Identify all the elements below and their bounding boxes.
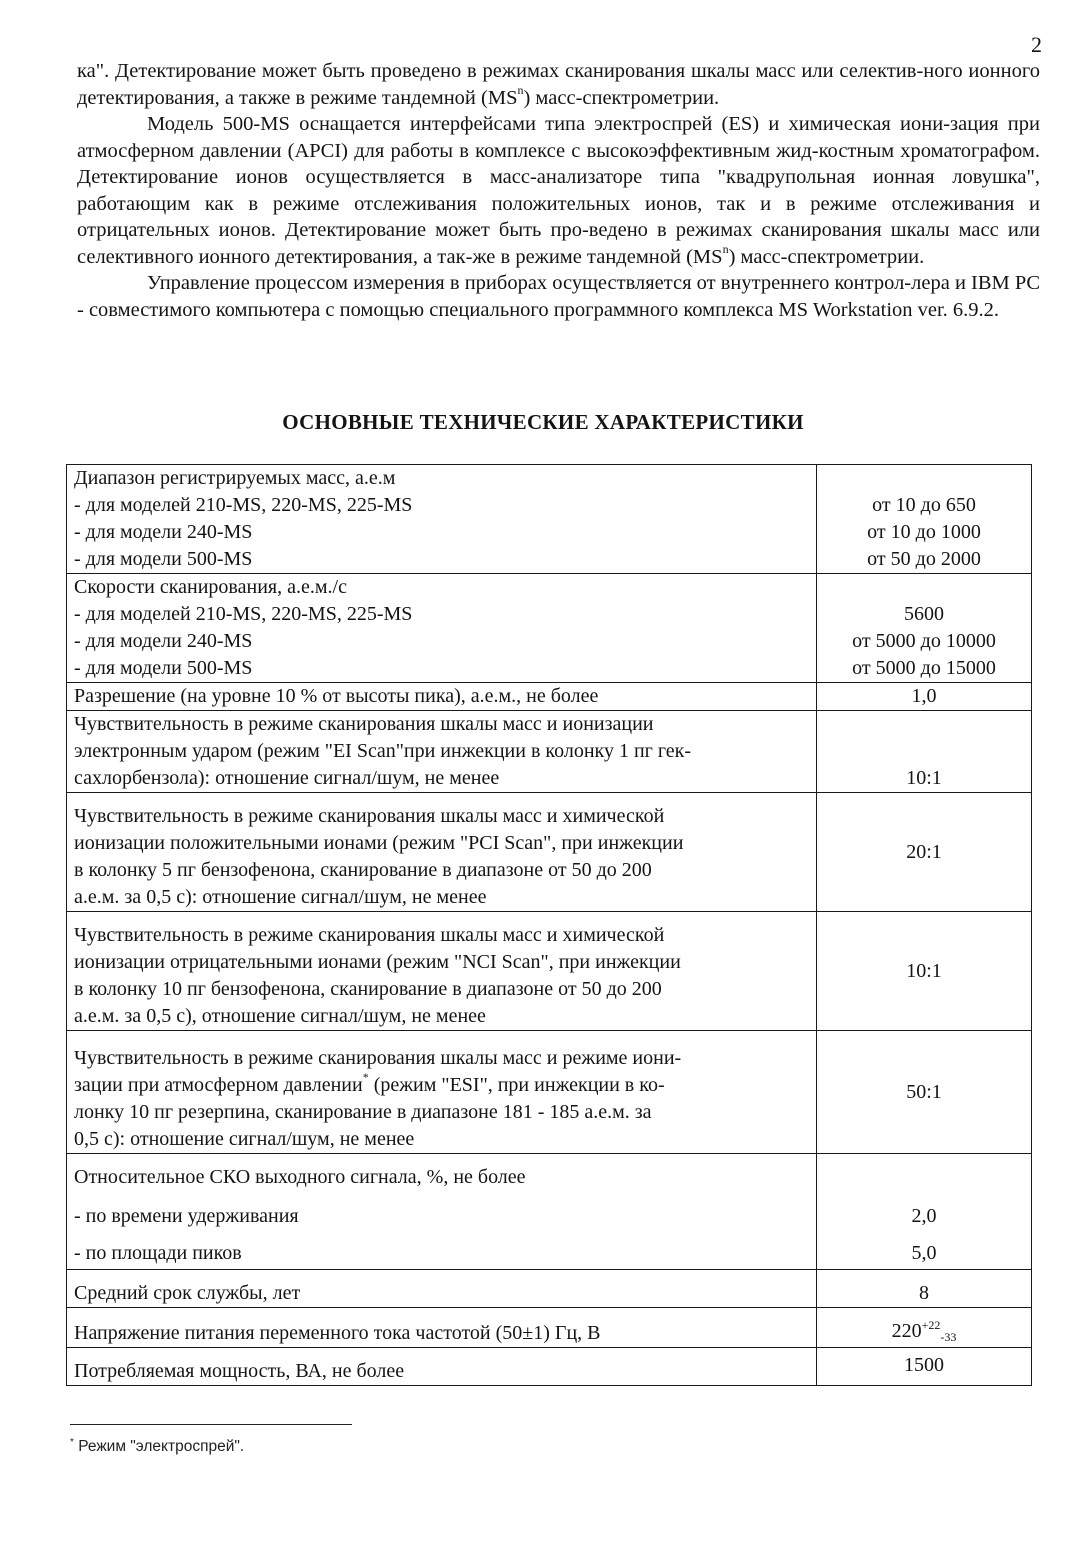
value-text: 1,0 [911,685,937,707]
intro-p2-tail: ) масс-спектрометрии. [728,245,925,268]
param-line-part: (режим "ESI", при инжекции в ко- [368,1074,665,1096]
value-cell [817,793,1032,912]
intro-p1-text: ка". Детектирование может быть проведено в режимах сканирования шкалы масс или селектив-ного ионного детектирования, а также в режиме тандемной (MS [77,60,1040,109]
table-row-power [67,1348,1032,1386]
param-line: Чувствительность в режиме сканирования шкалы масс и режиме иони- [74,1047,682,1069]
value-cell [817,1308,1032,1348]
table-row-sensitivity-ei [67,711,1032,793]
table-row-scan-speed [67,574,1032,683]
voltage-value [821,1318,1027,1347]
table-row-sensitivity-esi [67,1031,1032,1154]
param-cell [67,1270,817,1308]
intro-text [77,58,1040,323]
superscript-n: n [722,241,729,256]
value-text: 5,0 [911,1242,937,1264]
table-row-resolution [67,683,1032,711]
param-cell [67,793,817,912]
param-line-part: зации при атмосферном давлении [74,1074,363,1096]
param-cell [67,912,817,1031]
param-label: Скорости сканирования, а.е.м./с [74,576,347,598]
param-line: а.е.м. за 0,5 с): отношение сигнал/шум, не менее [74,886,487,908]
value-cell [817,465,1032,574]
voltage-base: 220 [891,1320,922,1342]
param-cell [67,683,817,711]
param-line [74,1072,810,1099]
value-cell [817,1270,1032,1308]
param-item: - для модели 500-MS [74,548,253,570]
voltage-subscript: -33 [940,1330,957,1344]
param-item: - для моделей 210-MS, 220-MS, 225-MS [74,494,413,516]
param-item: - по времени удерживания [74,1205,299,1227]
param-item: - для модели 240-MS [74,521,253,543]
page-number: 2 [1031,32,1042,57]
param-line: в колонку 5 пг бензофенона, сканирование в диапазоне от 50 до 200 [74,859,652,881]
table-row-rsd [67,1154,1032,1270]
value-text: 8 [919,1282,929,1304]
param-label: Напряжение питания переменного тока частотой (50±1) Гц, В [74,1322,601,1344]
voltage-superscript: +22 [921,1318,941,1332]
value-text: от 10 до 1000 [867,521,981,543]
param-line: ионизации отрицательными ионами (режим "NCI Scan", при инжекции [74,951,681,973]
intro-p1-tail: ) масс-спектрометрии. [523,86,720,109]
value-text: 10:1 [906,767,942,789]
value-text: от 50 до 2000 [867,548,981,570]
param-line: в колонку 10 пг бензофенона, сканирование в диапазоне от 50 до 200 [74,978,662,1000]
specs-table [66,464,1032,1386]
footnote [70,1437,244,1456]
value-cell [817,1154,1032,1270]
value-text: от 5000 до 10000 [852,630,996,652]
param-cell [67,1154,817,1270]
param-label: Разрешение (на уровне 10 % от высоты пика), а.е.м., не более [74,685,599,707]
param-cell [67,1031,817,1154]
value-text: 10:1 [906,959,942,982]
value-cell [817,1348,1032,1386]
table-row-sensitivity-pci [67,793,1032,912]
table-row-voltage [67,1308,1032,1348]
param-line: ионизации положительными ионами (режим "PCI Scan", при инжекции [74,832,684,854]
value-text: 50:1 [906,1080,942,1103]
param-label: Диапазон регистрируемых масс, а.е.м [74,467,396,489]
superscript-n: n [517,82,524,97]
value-text: от 5000 до 15000 [852,657,996,679]
intro-paragraph-1 [77,58,1040,111]
table-row-mass-range [67,465,1032,574]
intro-paragraph-3: Управление процессом измерения в приборах осуществляется от внутреннего контрол-лера и IBM PC - совместимого компьютера с помощью специального программного комплекса MS Workstation ver. 6.9.2. [77,272,1040,321]
value-text: 5600 [904,603,944,625]
param-line: Чувствительность в режиме сканирования шкалы масс и химической [74,805,665,827]
param-item: - по площади пиков [74,1242,242,1264]
param-line: лонку 10 пг резерпина, сканирование в диапазоне 181 - 185 а.е.м. за [74,1101,652,1123]
footnote-text: Режим "электроспрей". [73,1438,245,1456]
footnote-marker: * [70,1437,74,1448]
param-line: 0,5 с): отношение сигнал/шум, не менее [74,1128,415,1150]
param-line: сахлорбензола): отношение сигнал/шум, не менее [74,767,500,789]
param-item: - для моделей 210-MS, 220-MS, 225-MS [74,603,413,625]
param-cell [67,1348,817,1386]
value-cell [817,711,1032,793]
param-line: а.е.м. за 0,5 с), отношение сигнал/шум, не менее [74,1005,486,1027]
value-cell [817,574,1032,683]
section-title: ОСНОВНЫЕ ТЕХНИЧЕСКИЕ ХАРАКТЕРИСТИКИ [282,410,804,434]
value-cell [817,912,1032,1031]
value-text: 20:1 [906,840,942,863]
param-cell [67,465,817,574]
value-cell [817,683,1032,711]
table-row-sensitivity-nci [67,912,1032,1031]
value-cell [817,1031,1032,1154]
table-row-lifetime [67,1270,1032,1308]
intro-p2-text: Модель 500-MS оснащается интерфейсами типа электроспрей (ES) и химическая иони-зация при атмосферном давлении (APCI) для работы в комплексе с высокоэффективным жид-костным хроматографом. Детектирование ионов осуществляется в масс-анализаторе типа "квадрупольная ионная ловушка", работающим как в режиме отслеживания положительных ионов, так и в режиме отслеживания и отрицательных ионов. Детектирование может быть про-ведено в режимах сканирования шкалы масс или селективного ионного детектирования, а так-же в режиме тандемной (MS [77,113,1040,268]
value-text: 1500 [904,1354,944,1376]
param-label: Потребляемая мощность, ВА, не более [74,1360,405,1382]
param-label: Средний срок службы, лет [74,1282,301,1304]
param-cell [67,711,817,793]
intro-paragraph-2 [77,111,1040,270]
param-cell [67,1308,817,1348]
param-label: Относительное СКО выходного сигнала, %, не более [74,1166,526,1188]
param-item: - для модели 500-MS [74,657,253,679]
param-line: Чувствительность в режиме сканирования шкалы масс и химической [74,924,665,946]
value-text: 2,0 [911,1205,937,1227]
footnote-marker: * [362,1070,369,1085]
param-item: - для модели 240-MS [74,630,253,652]
param-line: электронным ударом (режим "EI Scan"при инжекции в колонку 1 пг гек- [74,740,692,762]
footnote-divider [70,1424,352,1425]
param-cell [67,574,817,683]
param-line: Чувствительность в режиме сканирования шкалы масс и ионизации [74,713,654,735]
value-text: от 10 до 650 [872,494,976,516]
